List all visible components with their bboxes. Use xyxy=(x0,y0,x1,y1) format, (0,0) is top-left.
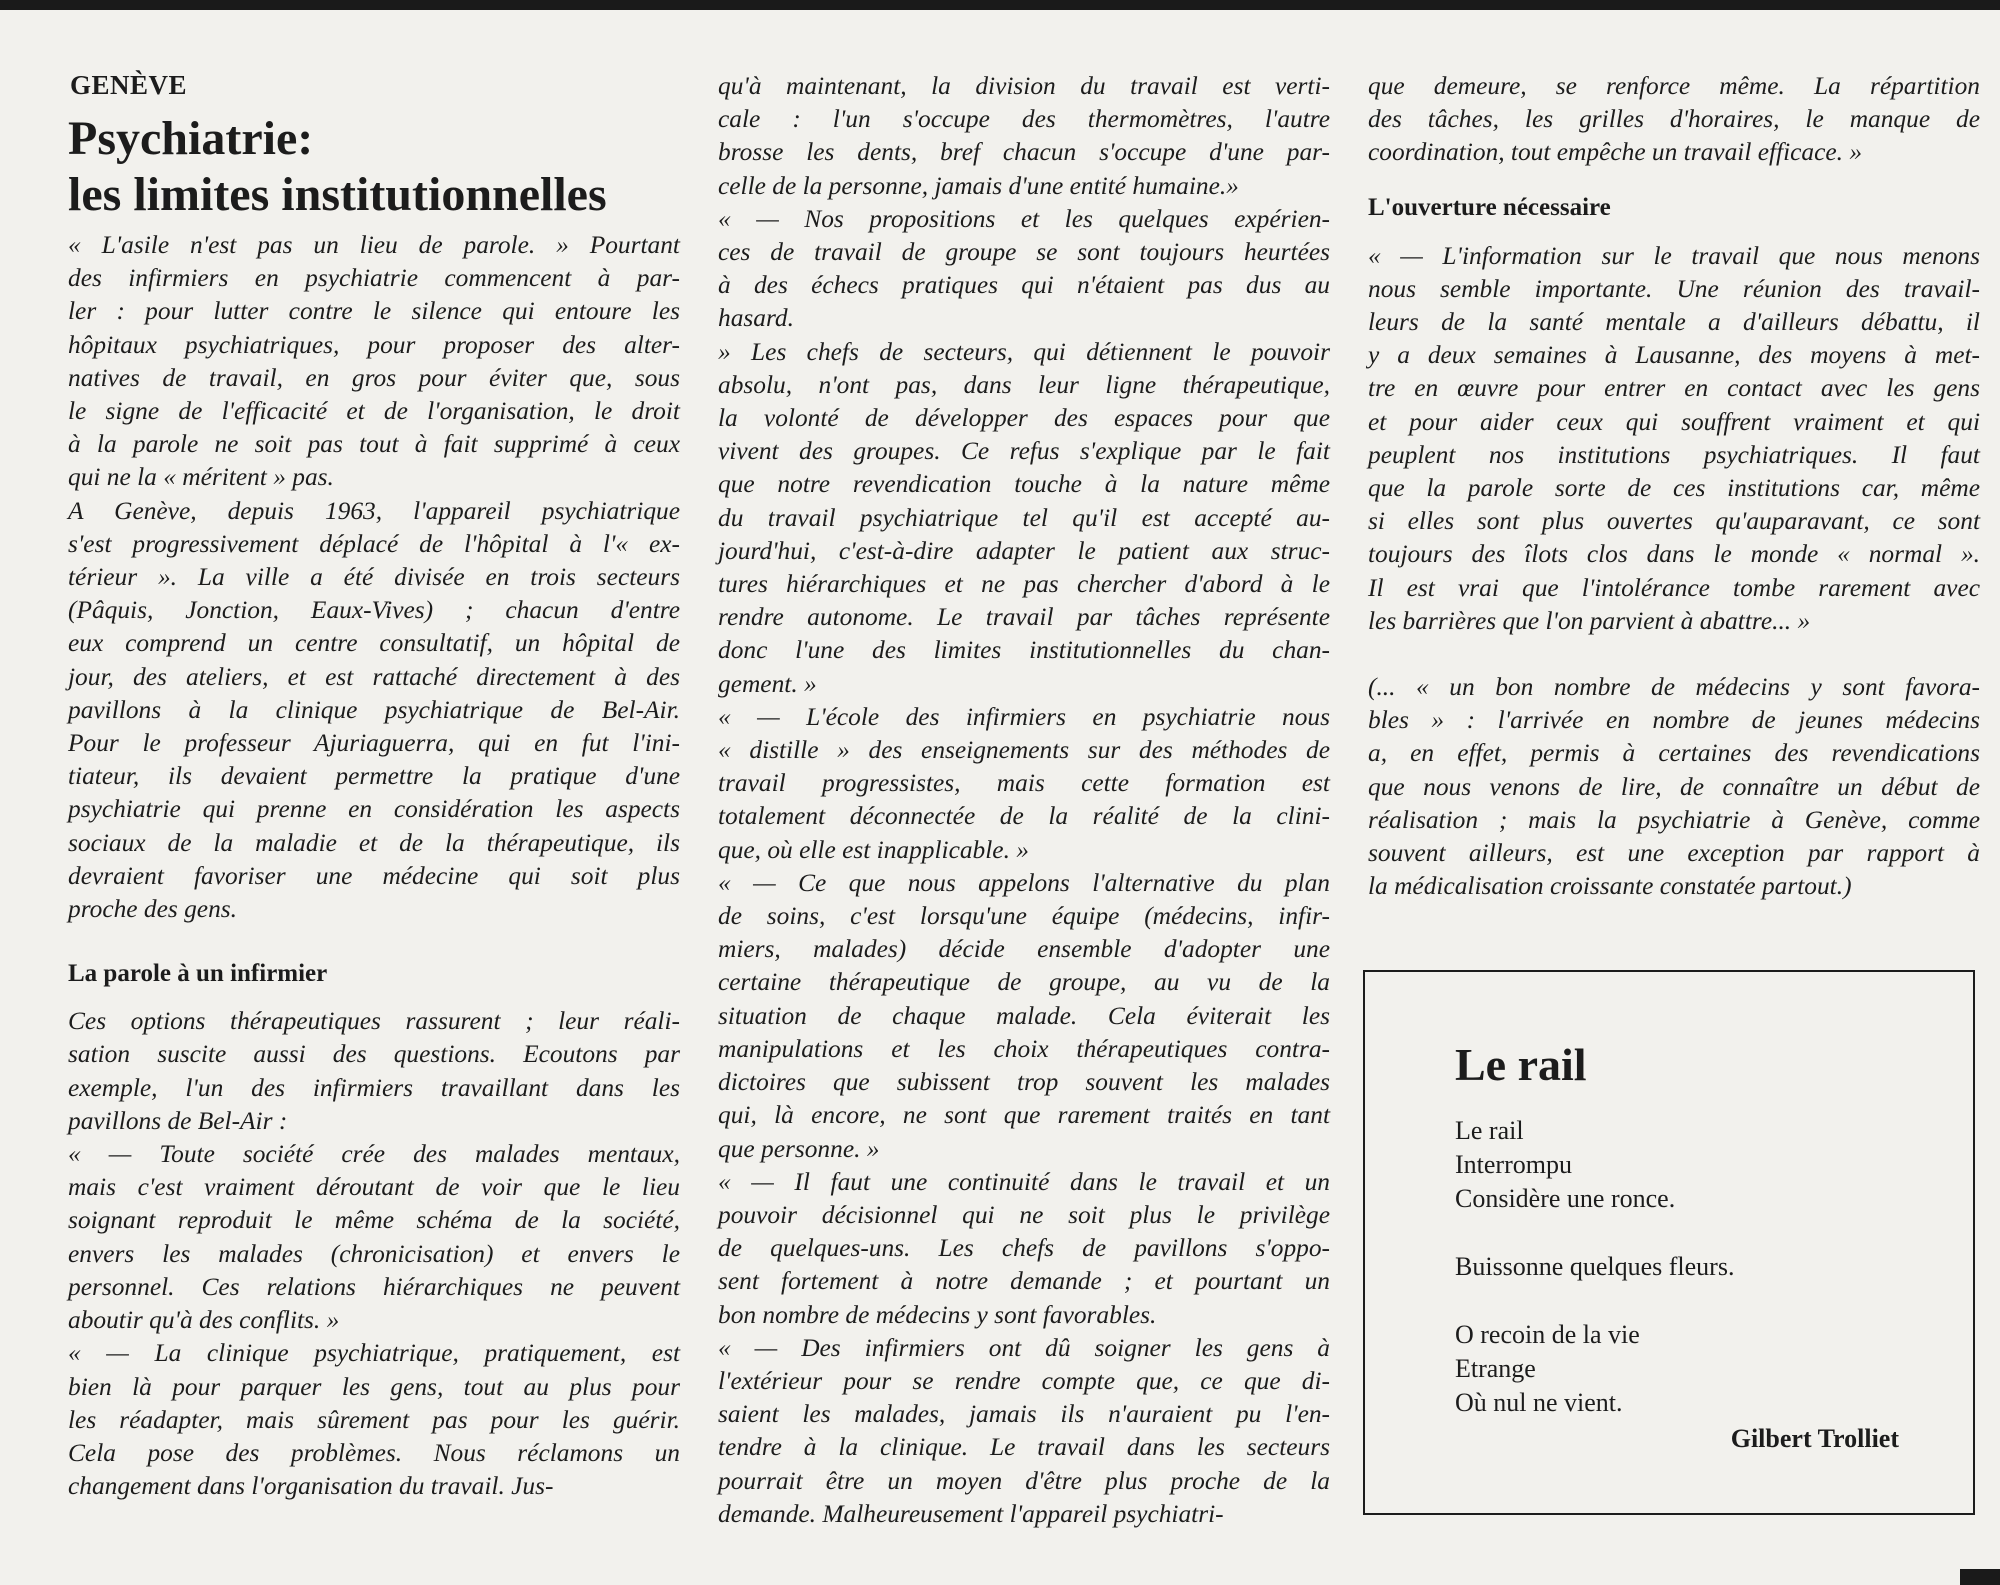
text-line: proche des gens. xyxy=(68,895,237,924)
text-line: certaine thérapeutique de groupe, au vu de la xyxy=(718,968,1330,997)
text-line: que notre revendication touche à la nature même xyxy=(718,470,1330,499)
text-line: celle de la personne, jamais d'une entité humaine.» xyxy=(718,171,1239,200)
text-line: travail progressistes, mais cette formation est xyxy=(718,769,1330,798)
text-line: qui ne la « méritent » pas. xyxy=(68,463,334,492)
text-line: jour, des ateliers, et est rattaché directement à des xyxy=(68,662,680,691)
poem-text xyxy=(1455,1114,1734,1420)
text-line: que personne. » xyxy=(718,1134,880,1163)
location-label: GENÈVE xyxy=(70,70,188,100)
text-line: sation suscite aussi des questions. Ecoutons par xyxy=(68,1040,680,1069)
text-line: « — Toute société crée des malades mentaux, xyxy=(68,1140,680,1169)
text-line: « — Des infirmiers ont dû soigner les gens à xyxy=(718,1333,1330,1362)
text-line: tendre à la clinique. Le travail dans les secteurs xyxy=(718,1433,1330,1462)
text-line: a, en effet, permis à certaines des revendications xyxy=(1368,739,1980,768)
poem-line xyxy=(1455,1216,1734,1250)
text-line: absolu, n'ont pas, dans leur ligne thérapeutique, xyxy=(718,370,1330,399)
poem-line: Le rail xyxy=(1455,1116,1524,1145)
text-line: bles » : l'arrivée en nombre de jeunes médecins xyxy=(1368,706,1980,735)
text-line: « L'asile n'est pas un lieu de parole. » Pourtant xyxy=(68,231,680,259)
page-corner xyxy=(1960,1569,2000,1585)
text-line: donc l'une des limites institutionnelles du chan- xyxy=(718,636,1330,665)
text-line: gement. » xyxy=(718,669,817,698)
text-line: pavillons à la clinique psychiatrique de Bel-Air. xyxy=(68,695,680,724)
text-line: « distille » des enseignements sur des méthodes de xyxy=(718,736,1330,765)
text-line: que, où elle est inapplicable. » xyxy=(718,835,1029,864)
nurse-section-text xyxy=(68,1005,680,1503)
text-line: hôpitaux psychiatriques, pour proposer des alter- xyxy=(68,330,680,359)
column-2-text xyxy=(718,70,1330,1531)
text-line: Pour le professeur Ajuriaguerra, qui en fut l'ini- xyxy=(68,729,680,758)
text-line: souvent ailleurs, est une exception par rapport à xyxy=(1368,839,1980,868)
text-line: personnel. Ces relations hiérarchiques ne peuvent xyxy=(68,1272,680,1301)
text-line: sociaux de la maladie et de la thérapeutique, ils xyxy=(68,828,680,857)
section-heading-nurse: La parole à un infirmier xyxy=(68,960,328,988)
text-line: « — Ce que nous appelons l'alternative du plan xyxy=(718,868,1330,897)
text-line: exemple, l'un des infirmiers travaillant dans les xyxy=(68,1073,680,1102)
text-line: cale : l'un s'occupe des thermomètres, l'autre xyxy=(718,105,1330,134)
poem-line: Considère une ronce. xyxy=(1455,1184,1676,1213)
poem-box xyxy=(1363,970,1975,1515)
poem-line: Où nul ne vient. xyxy=(1455,1388,1623,1417)
text-line: natives de travail, en gros pour éviter que, sous xyxy=(68,363,680,392)
text-line: que la parole sorte de ces institutions car, même xyxy=(1368,474,1980,503)
text-line: leurs de la santé mentale a d'ailleurs débattu, il xyxy=(1368,308,1980,337)
text-line: nous semble importante. Une réunion des travail- xyxy=(1368,274,1980,303)
text-line: « — Nos propositions et les quelques expérien- xyxy=(718,204,1330,233)
text-line: si elles sont plus ouvertes qu'auparavant, ce sont xyxy=(1368,507,1980,536)
text-line: les réadapter, mais sûrement pas pour les guérir. xyxy=(68,1405,680,1434)
text-line: « — L'école des infirmiers en psychiatrie nous xyxy=(718,702,1330,731)
text-line: de soins, c'est lorsqu'une équipe (médecins, infir- xyxy=(718,902,1330,931)
text-line: qui, là encore, ne sont que rarement traités en tant xyxy=(718,1101,1330,1130)
text-line: aboutir qu'à des conflits. » xyxy=(68,1306,340,1335)
text-line: vivent des groupes. Ce refus s'explique par le fait xyxy=(718,437,1330,466)
poem-title: Le rail xyxy=(1455,1039,1587,1090)
text-line: eux comprend un centre consultatif, un hôpital de xyxy=(68,629,680,658)
text-line: pouvoir décisionnel qui ne soit plus le privilège xyxy=(718,1200,1330,1229)
text-line: (... « un bon nombre de médecins y sont favora- xyxy=(1368,673,1980,702)
text-line: la volonté de développer des espaces pour que xyxy=(718,404,1330,433)
poem-line xyxy=(1455,1284,1734,1318)
text-line: situation de chaque malade. Cela éviterait les xyxy=(718,1001,1330,1030)
text-line: » Les chefs de secteurs, qui détiennent le pouvoir xyxy=(718,337,1330,366)
text-line: à des échecs pratiques qui n'étaient pas dus au xyxy=(718,271,1330,300)
text-line: y a deux semaines à Lausanne, des moyens à met- xyxy=(1368,341,1980,370)
column-2 xyxy=(718,70,1330,1531)
text-line: de quelques-uns. Les chefs de pavillons s'oppo- xyxy=(718,1234,1330,1263)
text-line: rendre autonome. Le travail par tâches représente xyxy=(718,603,1330,632)
text-line: miers, malades) décide ensemble d'adopter une xyxy=(718,935,1330,964)
text-line: « — La clinique psychiatrique, pratiquement, est xyxy=(68,1339,680,1368)
text-line: devraient favoriser une médecine qui soit plus xyxy=(68,861,680,890)
top-border xyxy=(0,0,2000,10)
text-line: dictoires que subissent trop souvent les malades xyxy=(718,1068,1330,1097)
text-line: le signe de l'efficacité et de l'organisation, le droit xyxy=(68,397,680,426)
text-line: des infirmiers en psychiatrie commencent à par- xyxy=(68,264,680,293)
text-line: s'est progressivement déplacé de l'hôpital à l'« ex- xyxy=(68,529,680,558)
text-line: demande. Malheureusement l'appareil psychiatri- xyxy=(718,1499,1224,1528)
poem-author: Gilbert Trolliet xyxy=(1730,1424,1899,1453)
text-line: du travail psychiatrique tel qu'il est accepté au- xyxy=(718,503,1330,532)
text-line: térieur ». La ville a été divisée en trois secteurs xyxy=(68,563,680,592)
text-line: jourd'hui, c'est-à-dire adapter le patient aux struc- xyxy=(718,536,1330,565)
editorial-note xyxy=(1368,671,1980,903)
text-line: réalisation ; mais la psychiatrie à Genève, comme xyxy=(1368,805,1980,834)
text-line: l'extérieur pour se rendre compte que, ce que di- xyxy=(718,1366,1330,1395)
text-line: pourrait être un moyen d'être plus proche de la xyxy=(718,1466,1330,1495)
section-heading-opening: L'ouverture nécessaire xyxy=(1368,193,1611,221)
text-line: à la parole ne soit pas tout à fait supprimé à ceux xyxy=(68,430,680,459)
text-line: Ces options thérapeutiques rassurent ; leur réali- xyxy=(68,1007,680,1036)
text-line: ces de travail de groupe se sont toujours heurtées xyxy=(718,238,1330,267)
text-line: que nous venons de lire, de connaître un début de xyxy=(1368,772,1980,801)
text-line: psychiatrie qui prenne en considération les aspects xyxy=(68,795,680,824)
title-line: Psychiatrie: xyxy=(68,112,314,165)
text-line: coordination, tout empêche un travail efficace. » xyxy=(1368,138,1863,167)
text-line: « — Il faut une continuité dans le travail et un xyxy=(718,1167,1330,1196)
text-line: manipulations et les choix thérapeutiques contra- xyxy=(718,1034,1330,1063)
text-line: sent fortement à notre demande ; et pourtant un xyxy=(718,1267,1330,1296)
poem-line: Etrange xyxy=(1455,1354,1536,1383)
column-3-top-text xyxy=(1368,70,1980,170)
title-line: les limites institutionnelles xyxy=(68,168,607,221)
text-line: pavillons de Bel-Air : xyxy=(68,1106,288,1135)
text-line: brosse les dents, bref chacun s'occupe d'une par- xyxy=(718,138,1330,167)
text-line: bien là pour parquer les gens, tout au plus pour xyxy=(68,1372,680,1401)
text-line: A Genève, depuis 1963, l'appareil psychiatrique xyxy=(68,496,680,525)
text-line: ler : pour lutter contre le silence qui entoure les xyxy=(68,297,680,326)
text-line: hasard. xyxy=(718,304,794,333)
text-line: « — L'information sur le travail que nous menons xyxy=(1368,241,1980,270)
text-line: les barrières que l'on parvient à abattre... » xyxy=(1368,606,1811,635)
opening-section-text xyxy=(1368,240,1980,638)
column-3 xyxy=(1368,70,1980,903)
text-line: que demeure, se renforce même. La répartition xyxy=(1368,72,1980,100)
text-line: (Pâquis, Jonction, Eaux-Vives) ; chacun d'entre xyxy=(68,596,680,625)
text-line: et pour aider ceux qui souffrent vraiment et qui xyxy=(1368,407,1980,436)
text-line: saient les malades, jamais ils n'auraient pu l'en- xyxy=(718,1400,1330,1429)
column-1 xyxy=(68,70,680,1503)
text-line: qu'à maintenant, la division du travail est verti- xyxy=(718,72,1330,100)
text-line: des tâches, les grilles d'horaires, le manque de xyxy=(1368,105,1980,134)
poem-line: Interrompu xyxy=(1455,1150,1572,1179)
text-line: totalement déconnectée de la réalité de la clini- xyxy=(718,802,1330,831)
text-line: bon nombre de médecins y sont favorables. xyxy=(718,1300,1157,1329)
text-line: Cela pose des problèmes. Nous réclamons un xyxy=(68,1438,680,1467)
text-line: envers les malades (chronicisation) et envers le xyxy=(68,1239,680,1268)
article-title xyxy=(68,111,680,223)
text-line: tiateur, ils devaient permettre la pratique d'une xyxy=(68,762,680,791)
text-line: mais c'est vraiment déroutant de voir que le lieu xyxy=(68,1173,680,1202)
text-line: la médicalisation croissante constatée partout.) xyxy=(1368,872,1852,901)
text-line: peuplent nos institutions psychiatriques. Il faut xyxy=(1368,440,1980,469)
poem-line: O recoin de la vie xyxy=(1455,1320,1640,1349)
text-line: toujours des îlots clos dans le monde « normal ». xyxy=(1368,540,1980,569)
intro-paragraph xyxy=(68,229,680,926)
text-line: changement dans l'organisation du travail. Jus- xyxy=(68,1472,554,1501)
text-line: tures hiérarchiques et ne pas chercher d'abord à le xyxy=(718,570,1330,599)
text-line: soignant reproduit le même schéma de la société, xyxy=(68,1206,680,1235)
text-line: tre en œuvre pour entrer en contact avec les gens xyxy=(1368,374,1980,403)
text-line: Il est vrai que l'intolérance tombe rarement avec xyxy=(1368,573,1980,602)
poem-line: Buissonne quelques fleurs. xyxy=(1455,1252,1735,1281)
